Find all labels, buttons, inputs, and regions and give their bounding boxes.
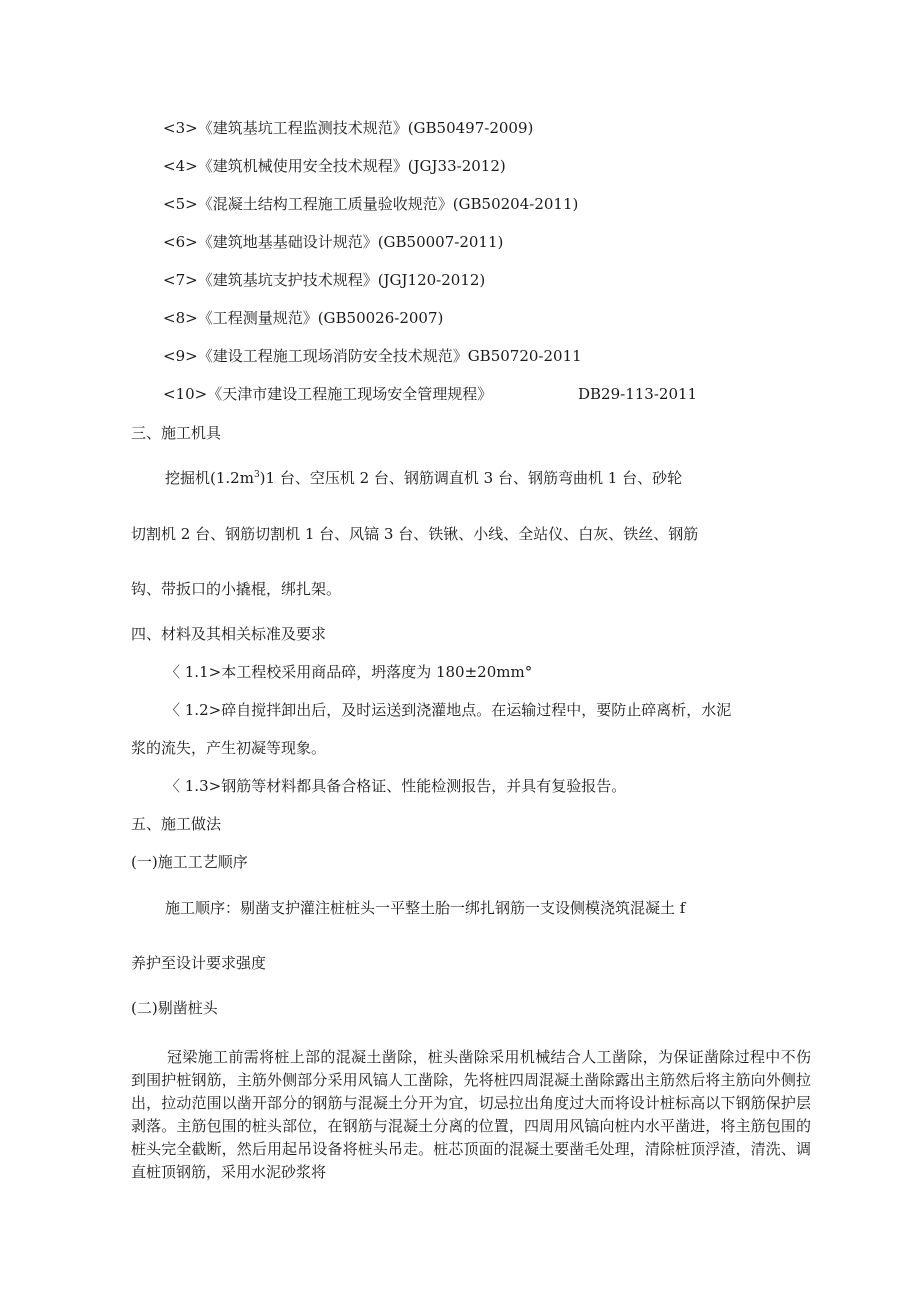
subsection-heading: (二)剔凿桩头 [131,999,218,1017]
reference-number: <8> [163,309,198,327]
superscript: 3 [253,470,260,480]
equipment-line: 切割机 2 台、钢筋切割机 1 台、风镐 3 台、铁锹、小线、全站仪、白灰、铁丝、钢筋 [131,525,699,543]
reference-text: 《混凝土结构工程施工质量验收规范》(GB50204-2011) [197,195,579,213]
reference-item [163,232,503,252]
reference-number: <5> [163,195,198,213]
reference-text: 《建筑基坑工程监测技术规范》(GB50497-2009) [197,119,534,137]
reference-text: 《建筑地基基础设计规范》(GB50007-2011) [197,233,504,251]
equipment-line [165,468,682,488]
equipment-text: 挖掘机(1.2m [165,469,254,487]
section-heading: 三、施工机具 [131,424,222,442]
material-item-continued: 浆的流失，产生初凝等现象。 [131,739,327,757]
section-heading: 五、施工做法 [131,815,222,833]
material-item: 〈 1.2>碎自搅拌卸出后，及时运送到浇灌地点。在运输过程中，要防止碎离析，水泥 [165,701,732,719]
reference-item [163,118,533,138]
section-heading: 四、材料及其相关标准及要求 [131,625,327,643]
reference-text: 《建筑基坑支护技术规程》(JGJ120-2012) [197,271,486,289]
sequence-line: 养护至设计要求强度 [131,954,267,972]
reference-number: <4> [163,157,198,175]
reference-number: <9> [163,347,198,365]
reference-item [163,194,578,214]
equipment-line: 钩、带扳口的小撬棍，绑扎架。 [131,580,342,598]
reference-item [163,384,698,404]
material-item: 〈 1.3>钢筋等材料都具备合格证、性能检测报告，并具有复验报告。 [165,777,627,795]
reference-text: 《建筑机械使用安全技术规程》(JGJ33-2012) [197,157,506,175]
reference-text: 《工程测量规范》(GB50026-2007) [197,309,444,327]
reference-item [163,308,443,328]
reference-text: 《建设工程施工现场消防安全技术规范》GB50720-2011 [197,347,582,365]
material-item: 〈 1.1>本工程校采用商品碎，坍落度为 180±20mm° [165,663,533,681]
equipment-text: )1 台、空压机 2 台、钢筋调直机 3 台、钢筋弯曲机 1 台、砂轮 [259,469,683,487]
reference-code: DB29-113-2011 [578,385,698,403]
reference-item [163,346,582,366]
reference-number: <7> [163,271,198,289]
subsection-heading: (一)施工工艺顺序 [131,853,248,871]
reference-number: <3> [163,119,198,137]
reference-number: <6> [163,233,198,251]
body-paragraph: 冠梁施工前需将桩上部的混凝土凿除，桩头凿除采用机械结合人工凿除，为保证凿除过程中不伤到围护桩钢筋，主筋外侧部分采用风镐人工凿除，先将桩四周混凝土凿除露出主筋然后将主筋向外侧拉出，拉动范围以凿开部分的钢筋与混凝土分开为宜，切忌拉出角度过大而将设计桩标高以下钢筋保护层剥落。主筋包围的桩头部位，在钢筋与混凝土分离的位置，四周用风镐向桩内水平凿进，将主筋包围的桩头完全截断，然后用起吊设备将桩头吊走。桩芯顶面的混凝土要凿毛处理，清除桩顶浮渣，清洗、调直桩顶钢筋，采用水泥砂浆将 [131,1048,811,1181]
reference-text: 《天津市建设工程施工现场安全管理规程》 [207,385,493,403]
reference-item [163,270,485,290]
sequence-line: 施工顺序：剔凿支护灌注桩桩头一平整土胎一绑扎钢筋一支设侧模浇筑混凝土 f [165,899,686,917]
reference-item [163,156,506,176]
reference-number: <10> [163,385,208,403]
